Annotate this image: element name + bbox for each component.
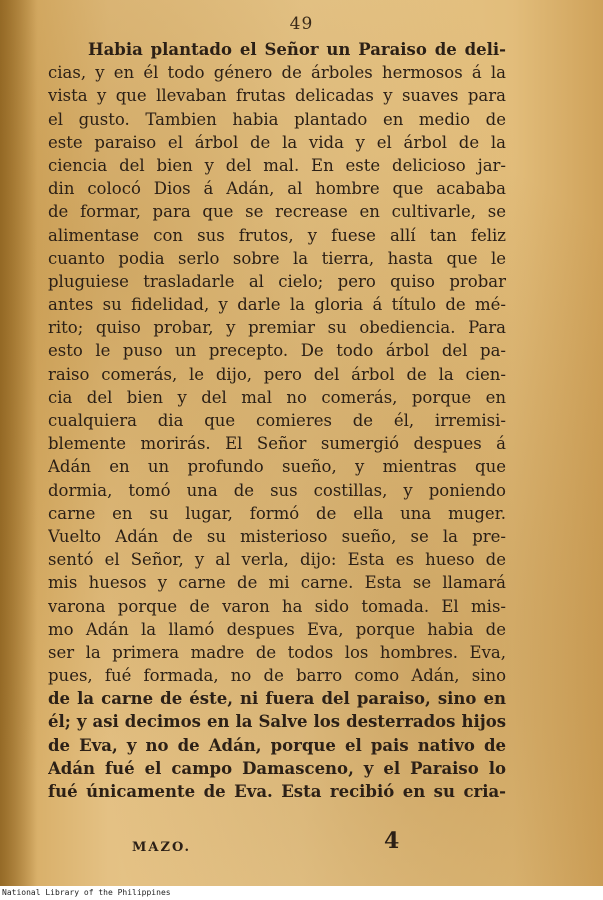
text-line: mis huesos y carne de mi carne. Esta se llamará [48,573,506,593]
text-line: cuanto podia serlo sobre la tierra, hasta que le [48,248,506,268]
text-line: vista y que llevaban frutas delicadas y suaves para [48,86,506,106]
footer-signature-mark: 4 [384,828,400,854]
text-line: fué únicamente de Eva. Esta recibió en su cria- [48,782,506,801]
text-line: este paraiso el árbol de la vida y el árbol de la [48,132,506,152]
text-line: antes su fidelidad, y darle la gloria á título de mé- [48,295,506,315]
text-line: varona porque de varon ha sido tomada. El mis- [48,596,506,616]
text-line: Adán fué el campo Damasceno, y el Paraiso lo [48,758,506,778]
binding-shadow [0,0,38,886]
text-line: sentó el Señor, y al verla, dijo: Esta es hueso de [48,550,506,570]
text-line: dormia, tomó una de sus costillas, y poniendo [48,480,506,500]
text-line: ciencia del bien y del mal. En este delicioso jar- [48,155,506,175]
text-line: rito; quiso probar, y premiar su obediencia. Para [48,318,506,338]
body-text [48,38,506,803]
text-line: raiso comerás, le dijo, pero del árbol de la cien- [48,364,506,384]
text-line: blemente morirás. El Señor sumergió despues á [48,434,506,454]
text-line: Vuelto Adán de su misterioso sueño, se la pre- [48,526,506,546]
text-line: pues, fué formada, no de barro como Adán, sino [48,666,506,686]
footer-signature: MAZO. [132,840,192,855]
text-line: el gusto. Tambien habia plantado en medio de [48,109,506,129]
text-line: cias, y en él todo género de árboles hermosos á la [48,63,506,83]
text-line: cualquiera dia que comieres de él, irremisi- [48,411,506,430]
text-line: de la carne de éste, ni fuera del paraiso, sino en [48,689,506,709]
text-line: de formar, para que se recrease en cultivarle, se [48,202,506,222]
text-line: él; y asi decimos en la Salve los desterrados hijos [48,712,506,732]
text-line: mo Adán la llamó despues Eva, porque habia de [48,619,506,639]
library-credit: National Library of the Philippines [2,888,171,897]
text-line: din colocó Dios á Adán, al hombre que acababa [48,179,506,199]
page-number: 49 [289,14,314,34]
text-line: carne en su lugar, formó de ella una muger. [48,503,506,523]
text-line: alimentase con sus frutos, y fuese allí tan feliz [48,225,506,245]
text-line: pluguiese trasladarle al cielo; pero quiso probar [48,271,506,291]
text-line: cia del bien y del mal no comerás, porque en [48,387,506,407]
text-line: Adán en un profundo sueño, y mientras que [48,457,506,477]
text-line: Habia plantado el Señor un Paraiso de deli- [88,40,506,59]
text-line: ser la primera madre de todos los hombres. Eva, [48,642,506,662]
text-line: esto le puso un precepto. De todo árbol del pa- [48,341,506,361]
text-line: de Eva, y no de Adán, porque el pais nativo de [48,735,506,755]
